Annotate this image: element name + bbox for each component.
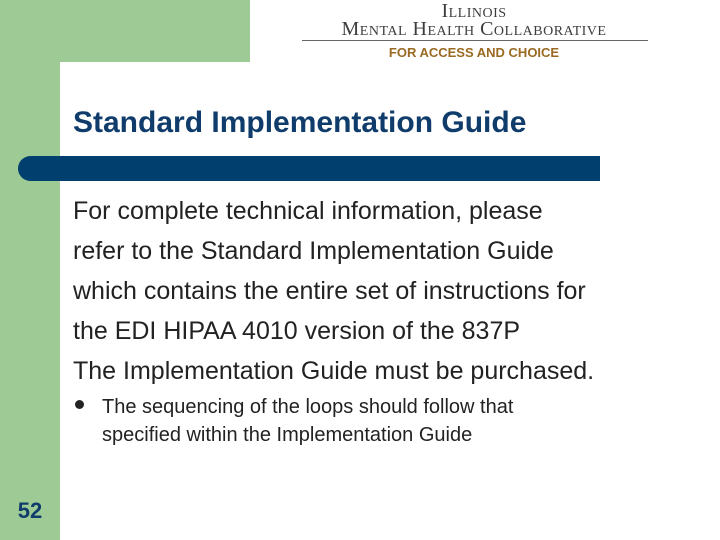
slide-body: [73, 191, 683, 391]
title-underline-bar: [18, 156, 600, 181]
logo-line-illinois: Illinois: [441, 0, 507, 22]
collaborative-logo: [298, 0, 650, 64]
body-line: refer to the Standard Implementation Guide: [73, 237, 554, 265]
left-green-strip: [0, 0, 60, 540]
body-line: which contains the entire set of instructions for: [73, 277, 586, 305]
bullet-line: specified within the Implementation Guide: [102, 424, 473, 446]
bullet-icon: [75, 400, 84, 409]
bullet-line: The sequencing of the loops should follow that: [102, 396, 514, 418]
logo-line-mental-health-collaborative: Mental Health Collaborative: [341, 18, 607, 40]
logo-line-tagline: FOR ACCESS AND CHOICE: [388, 45, 560, 60]
body-line: the EDI HIPAA 4010 version of the 837P: [73, 317, 521, 345]
top-green-band: [0, 0, 250, 62]
body-line: For complete technical information, please: [73, 197, 543, 225]
bullet-item: [102, 393, 662, 449]
rounded-corner: [60, 62, 100, 102]
page-number: 52: [17, 498, 43, 523]
body-line: The Implementation Guide must be purchased.: [73, 357, 595, 385]
slide-title: Standard Implementation Guide: [73, 106, 527, 139]
logo-divider: [302, 40, 648, 41]
